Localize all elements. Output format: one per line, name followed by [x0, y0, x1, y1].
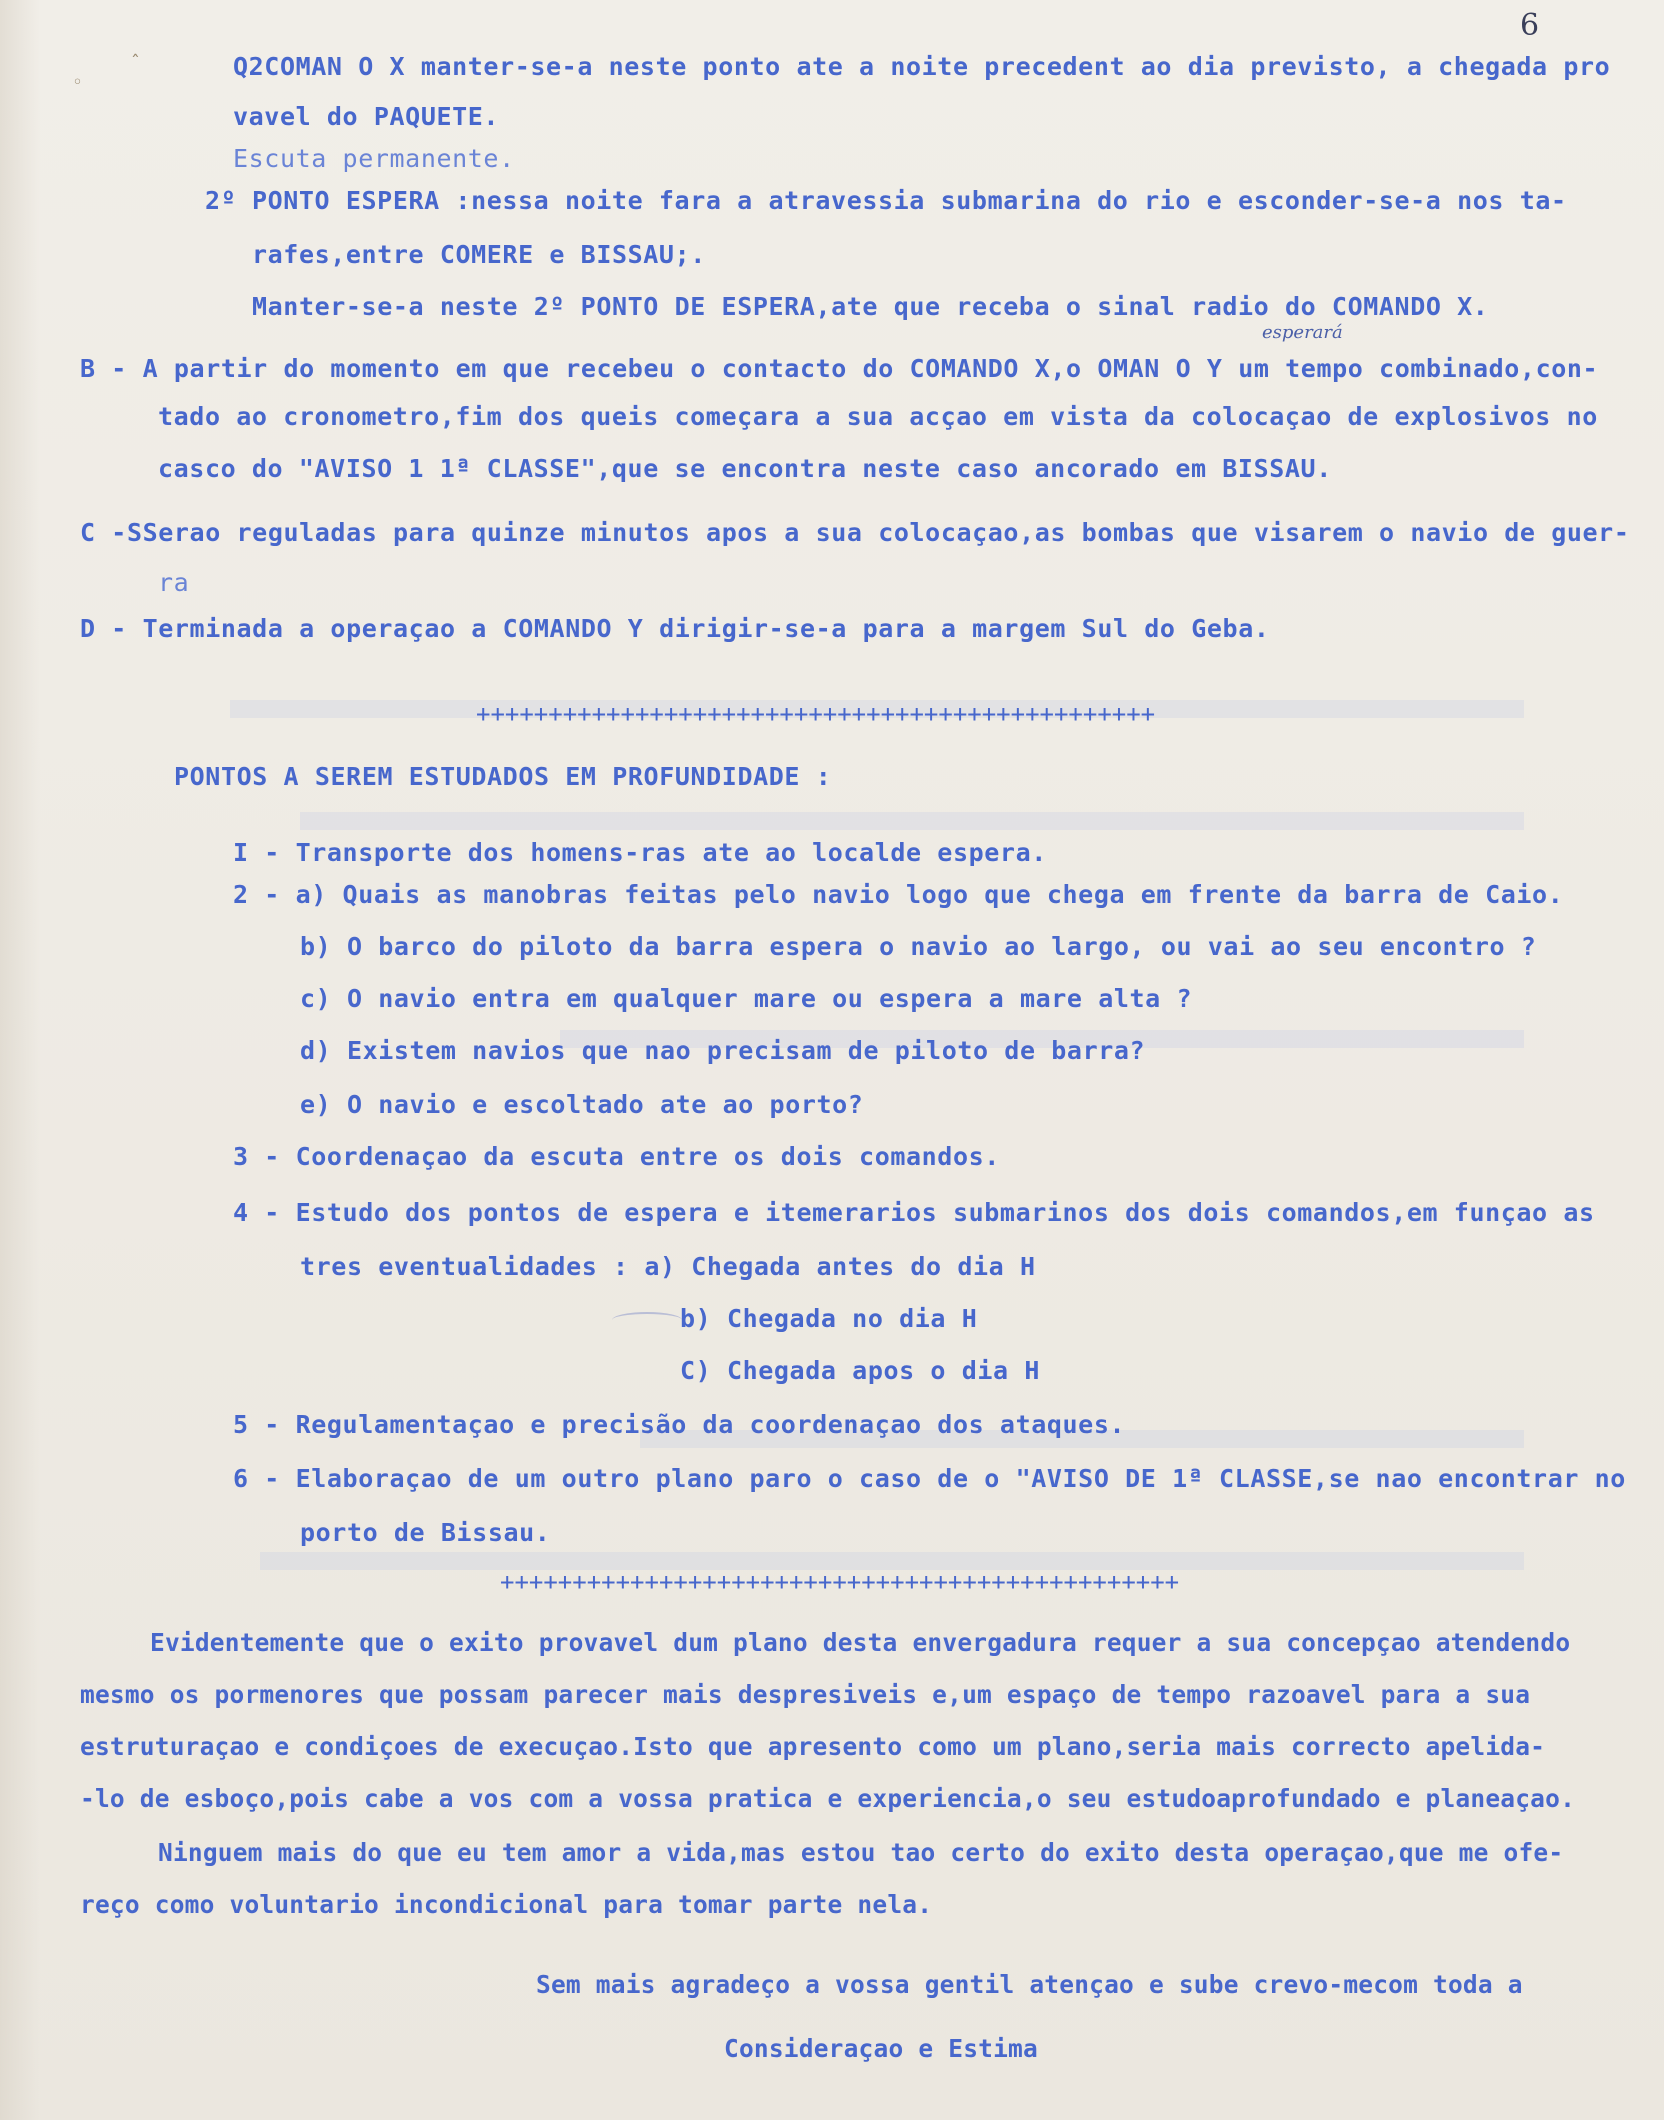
margin-mark: ◦	[72, 72, 83, 93]
handwritten-annotation: esperará	[1262, 322, 1343, 343]
section-d-line: D - Terminada a operaçao a COMANDO Y dirigir-se-a para a margem Sul do Geba.	[80, 614, 1270, 643]
paragraph-line: Evidentemente que o exito provavel dum plano desta envergadura requer a sua concepçao atendendo	[150, 1628, 1571, 1657]
ink-smudge	[612, 1312, 682, 1328]
list-item: 2 - a) Quais as manobras feitas pelo navio logo que chega em frente da barra de Caio.	[233, 880, 1564, 909]
list-item: 4 - Estudo dos pontos de espera e itemerarios submarinos dos dois comandos,em funçao as	[233, 1198, 1595, 1227]
paragraph-line: Ninguem mais do que eu tem amor a vida,mas estou tao certo do exito desta operaçao,que me ofe-	[158, 1838, 1564, 1867]
closing-line: Sem mais agradeço a vossa gentil atençao e sube crevo-mecom toda a	[536, 1970, 1523, 1999]
text-line: Q2COMAN O X manter-se-a neste ponto ate a noite precedent ao dia previsto, a chegada pro	[233, 52, 1611, 81]
paragraph-line: reço como voluntario incondicional para tomar parte nela.	[80, 1890, 933, 1919]
section-heading: PONTOS A SEREM ESTUDADOS EM PROFUNDIDADE :	[174, 762, 832, 791]
list-subitem: c) O navio entra em qualquer mare ou espera a mare alta ?	[300, 984, 1193, 1013]
section-b-line: B - A partir do momento em que recebeu o contacto do COMANDO X,o OMAN O Y um tempo combinado,con-	[80, 354, 1599, 383]
margin-mark: ˆ	[130, 52, 141, 73]
text-line: vavel do PAQUETE.	[233, 102, 500, 131]
paragraph-line: estruturaçao e condiçoes de execuçao.Isto que apresento como um plano,seria mais correcto apelida-	[80, 1732, 1546, 1761]
section-c-line: C -SSerao reguladas para quinze minutos apos a sua colocaçao,as bombas que visarem o navio de guer-	[80, 518, 1630, 547]
list-item: 5 - Regulamentaçao e precisão da coordenaçao dos ataques.	[233, 1410, 1126, 1439]
text-line: 2º PONTO ESPERA :nessa noite fara a atravessia submarina do rio e esconder-se-a nos ta-	[205, 186, 1567, 215]
list-subitem: b) O barco do piloto da barra espera o navio ao largo, ou vai ao seu encontro ?	[300, 932, 1537, 961]
text-line: casco do "AVISO 1 1ª CLASSE",que se encontra neste caso ancorado em BISSAU.	[158, 454, 1332, 483]
closing-line: Consideraçao e Estima	[724, 2034, 1038, 2063]
page-number: 6	[1520, 8, 1540, 43]
list-item: I - Transporte dos homens-ras ate ao localde espera.	[233, 838, 1047, 867]
bleed-through-line	[300, 812, 1524, 830]
paragraph-line: mesmo os pormenores que possam parecer mais despresiveis e,um espaço de tempo razoavel para a sua	[80, 1680, 1531, 1709]
text-line: tado ao cronometro,fim dos queis começara a sua acçao em vista da colocaçao de explosivos no	[158, 402, 1598, 431]
list-subitem: porto de Bissau.	[300, 1518, 551, 1547]
paragraph-line: -lo de esboço,pois cabe a vos com a vossa pratica e experiencia,o seu estudoaprofundado e planeaçao.	[80, 1784, 1576, 1813]
text-line: ra	[158, 568, 190, 597]
separator-line: +++++++++++++++++++++++++++++++++++++++++++++++	[476, 700, 1156, 728]
text-line: rafes,entre COMERE e BISSAU;.	[252, 240, 706, 269]
list-item: 6 - Elaboraçao de um outro plano paro o caso de o "AVISO DE 1ª CLASSE,se nao encontrar no	[233, 1464, 1626, 1493]
list-subitem: d) Existem navios que nao precisam de piloto de barra?	[300, 1036, 1146, 1065]
list-subitem: b) Chegada no dia H	[680, 1304, 978, 1333]
separator-line: +++++++++++++++++++++++++++++++++++++++++++++++	[500, 1568, 1180, 1596]
list-subitem: C) Chegada apos o dia H	[680, 1356, 1040, 1385]
text-line: Manter-se-a neste 2º PONTO DE ESPERA,ate que receba o sinal radio do COMANDO X.	[252, 292, 1489, 321]
list-subitem: tres eventualidades : a) Chegada antes do dia H	[300, 1252, 1036, 1281]
list-subitem: e) O navio e escoltado ate ao porto?	[300, 1090, 864, 1119]
text-line: Escuta permanente.	[233, 144, 515, 173]
list-item: 3 - Coordenaçao da escuta entre os dois comandos.	[233, 1142, 1000, 1171]
